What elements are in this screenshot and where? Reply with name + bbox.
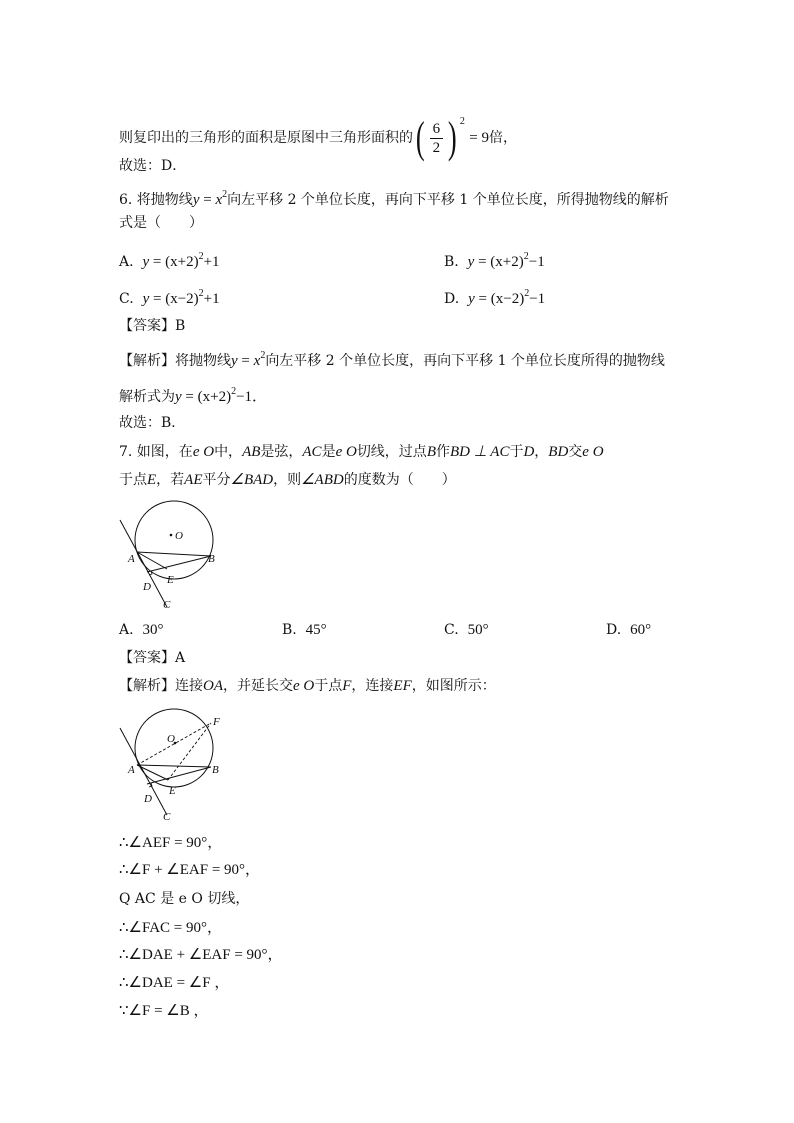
q7-sym-b: B [426, 444, 436, 460]
q6-analysis-line-1 [119, 346, 665, 371]
q7-step-4: ∴∠FAC = 90°， [119, 920, 223, 936]
fig1-label-e: E [167, 574, 174, 586]
q6-stem-start: 6. 将抛物线 [119, 192, 193, 208]
q6-option-a-eq: = [149, 254, 166, 270]
q7-analysis-b: ，并延长交 [223, 678, 293, 694]
q7-figure-1 [115, 495, 225, 615]
q6-option-a-expr: (x+2) [165, 254, 199, 270]
fig2-label-o: O [167, 733, 175, 745]
q6-answer: 【答案】B [119, 318, 186, 334]
fig2-label-b: B [212, 764, 219, 776]
q6-option-a-letter: A. [119, 254, 134, 270]
q7-s1e: 切线，过点 [356, 444, 427, 460]
q6-option-d-eq: = [474, 291, 491, 307]
fig2-line-ae [137, 765, 168, 780]
fig1-center-dot [170, 534, 173, 537]
q6-analysis-y: y [231, 353, 238, 369]
q6-analysis-line-2 [119, 382, 267, 407]
q6-conclusion: 故选：B． [119, 415, 186, 431]
q7-option-d[interactable] [606, 620, 651, 640]
q6-option-c-y: y [142, 291, 150, 307]
q6-analysis-2-start: 解析式为 [119, 389, 175, 405]
fig2-label-d: D [144, 793, 152, 805]
q6-analysis-x: x [253, 353, 261, 369]
fig2-label-c: C [163, 811, 171, 823]
q7-sym-f: F [342, 678, 352, 694]
q7-step-1: ∴∠AEF = 90°， [119, 835, 223, 851]
q7-sym-circle-2: e O [335, 444, 357, 460]
q7-stem-line-1 [119, 442, 604, 462]
q6-stem-line-1 [119, 185, 669, 210]
q7-option-b-value: 45° [305, 622, 327, 638]
q7-sym-circle-3: e O [582, 444, 604, 460]
triangle-area-line [119, 112, 517, 160]
q7-sym-oa: OA [203, 678, 223, 694]
q6-option-d-expr: (x−2) [490, 291, 525, 307]
fig1-label-d: D [143, 581, 151, 593]
q6-option-d-letter: D. [444, 291, 460, 307]
q7-sym-e: E [147, 472, 157, 488]
q7-option-c-letter: C. [444, 622, 459, 638]
q7-s2b: ，若 [156, 472, 185, 488]
q7-option-d-letter: D. [606, 622, 622, 638]
q6-option-c-expr: (x−2) [165, 291, 199, 307]
q6-option-b[interactable] [444, 247, 545, 272]
q6-option-b-eq: = [474, 254, 491, 270]
fraction-numerator: 6 [430, 120, 444, 139]
q7-s1d: 是 [321, 444, 336, 460]
q6-stem-rest: 向左平移 2 个单位长度，再向下平移 1 个单位长度，所得抛物线的解析 [227, 192, 669, 208]
q7-sym-ae: AE [184, 472, 203, 488]
q7-option-a-value: 30° [142, 622, 164, 638]
equals-value: = 9 [469, 130, 489, 146]
fraction-denominator: 2 [432, 139, 441, 156]
q6-analysis-2-eq: = [181, 389, 198, 405]
q6-option-c-eq: = [149, 291, 166, 307]
q7-answer: 【答案】A [119, 650, 186, 666]
q7-s2a: 于点 [119, 472, 147, 488]
q7-sym-ef: EF [393, 678, 412, 694]
q6-option-a-exp: 2 [198, 251, 204, 262]
fig1-label-a: A [128, 553, 135, 565]
q7-sym-bd: BD [548, 444, 569, 460]
right-paren: ) [448, 113, 457, 162]
q7-sym-ab: AB [242, 444, 261, 460]
q7-s1f: 作 [435, 444, 450, 460]
fig2-label-e: E [169, 785, 176, 797]
fraction-exponent: 2 [459, 116, 465, 127]
q6-analysis-start: 【解析】将抛物线 [119, 353, 231, 369]
fig1-label-b: B [208, 553, 215, 565]
q6-analysis-2-y: y [175, 389, 182, 405]
q6-option-b-letter: B. [444, 254, 459, 270]
q6-analysis-2-expr: (x+2) [197, 389, 232, 405]
q6-option-c-exp: 2 [198, 288, 204, 299]
q7-sym-bad: ∠BAD [230, 472, 274, 488]
fig1-label-o: O [175, 530, 183, 542]
q7-s2d: ，则 [273, 472, 302, 488]
fraction [430, 120, 444, 157]
q7-step-2: ∴∠F + ∠EAF = 90°， [119, 862, 261, 878]
q6-option-b-expr: (x+2) [490, 254, 524, 270]
q6-option-b-tail: −1 [528, 254, 545, 270]
fig2-label-a: A [128, 764, 135, 776]
q7-sym-bd-perp: BD ⊥ AC [449, 444, 510, 460]
q6-option-b-exp: 2 [523, 251, 529, 262]
q7-option-d-value: 60° [630, 622, 652, 638]
q7-sym-ac: AC [302, 444, 322, 460]
q7-analysis-line [119, 676, 496, 696]
q7-sym-circle: e O [192, 444, 215, 460]
q7-s1b: 中， [214, 444, 243, 460]
q6-option-c-letter: C. [119, 291, 134, 307]
q7-analysis-d: ，连接 [351, 678, 394, 694]
q7-step-6: ∴∠DAE = ∠F ， [119, 975, 230, 991]
q6-parabola: y [192, 192, 200, 208]
fig1-label-c: C [163, 599, 171, 611]
left-paren: ( [415, 113, 425, 162]
q6-option-a[interactable] [119, 247, 220, 272]
q7-analysis-c: 于点 [314, 678, 343, 694]
q6-option-d[interactable] [444, 284, 545, 309]
q6-analysis-exp: 2 [260, 350, 266, 361]
q7-s2e: 的度数为（ ） [343, 472, 456, 488]
q7-s1h: ， [534, 444, 549, 460]
q7-s1i: 交 [568, 444, 583, 460]
q6-option-a-y: y [142, 254, 150, 270]
q7-option-c-value: 50° [467, 622, 489, 638]
q6-option-d-exp: 2 [524, 288, 530, 299]
q7-s1c: 是弦， [260, 444, 303, 460]
q7-s2c: 平分 [202, 472, 231, 488]
fig1-line-bd [147, 556, 211, 572]
q6-parabola-exp: 2 [222, 189, 228, 200]
triangle-tail: 倍， [488, 130, 517, 146]
q6-option-c-tail: +1 [203, 291, 220, 307]
q7-step-5: ∴∠DAE + ∠EAF = 90°， [119, 947, 283, 963]
q7-option-a-letter: A. [119, 622, 134, 638]
q7-s1a: 7. 如图，在 [119, 444, 193, 460]
q7-analysis-e: ，如图所示： [411, 678, 496, 694]
q6-option-b-y: y [467, 254, 475, 270]
q7-option-a[interactable] [119, 620, 163, 640]
q6-option-d-tail: −1 [529, 291, 546, 307]
q7-stem-line-2 [119, 470, 456, 490]
q6-stem-line-2: 式是（ ） [119, 215, 203, 231]
q6-analysis-2-exp: 2 [231, 386, 237, 397]
fig1-chord-ab [137, 552, 211, 556]
q6-parabola-eq: = [199, 192, 216, 208]
prev-answer-choice: 故选：D． [119, 158, 187, 174]
triangle-text: 则复印出的三角形的面积是原图中三角形面积的 [119, 130, 413, 146]
fig1-circle [135, 501, 213, 579]
fig2-label-f: F [213, 716, 220, 728]
q7-sym-abd: ∠ABD [301, 472, 344, 488]
q6-analysis-rest: 向左平移 2 个单位长度，再向下平移 1 个单位长度所得的抛物线 [265, 353, 665, 369]
q7-option-c[interactable] [444, 620, 489, 640]
q6-analysis-eq: = [237, 353, 254, 369]
q7-step-3: Q AC 是 e O 切线， [119, 891, 250, 907]
q6-option-d-y: y [468, 291, 475, 307]
fig2-chord-ab [137, 765, 211, 767]
q7-sym-d: D [523, 444, 535, 460]
q6-parabola-x: x [215, 192, 223, 208]
q7-option-b[interactable] [282, 620, 327, 640]
q6-option-c[interactable] [119, 284, 220, 309]
q6-analysis-2-tail: −1． [236, 389, 268, 405]
q7-option-b-letter: B. [282, 622, 297, 638]
q7-s1g: 于 [509, 444, 524, 460]
q7-step-7: ∵∠F = ∠B ， [119, 1003, 209, 1019]
q6-option-a-tail: +1 [203, 254, 220, 270]
q7-sym-circle-4: e O [293, 678, 315, 694]
q7-analysis-a: 【解析】连接 [119, 678, 203, 694]
fig2-circle [135, 709, 213, 787]
q7-figure-2 [115, 703, 230, 825]
